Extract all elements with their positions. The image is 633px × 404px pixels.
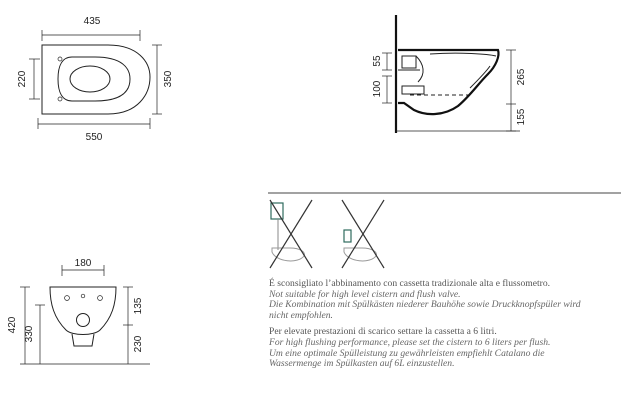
note-it-2: Per elevate prestazioni di scarico settare la cassetta a 6 litri. <box>269 326 497 338</box>
installation-notes <box>269 279 624 370</box>
dim-top-width: 435 <box>83 16 101 27</box>
dim-135: 135 <box>133 297 144 315</box>
pictogram-flush-valve <box>342 200 384 268</box>
note-de-2a: Um eine optimale Spülleistung zu gewährleisten empfiehlt Catalano die <box>269 347 545 359</box>
dim-55: 55 <box>372 55 383 67</box>
top-view <box>17 16 174 143</box>
front-view <box>7 258 150 364</box>
note-de-1a: Die Kombination mit Spülkästen niederer Bauhöhe sowie Druckknopfspüler wird <box>269 299 581 311</box>
bowl-inner-top <box>70 66 110 92</box>
dim-100: 100 <box>372 80 383 98</box>
pictogram-high-cistern <box>270 200 312 268</box>
bowl-opening-top <box>58 57 130 101</box>
note-de-2b: Wassermenge im Spülkasten auf 6L einzustellen. <box>269 358 455 370</box>
dim-330: 330 <box>24 325 35 343</box>
dim-265: 265 <box>516 68 527 86</box>
side-view <box>372 15 527 133</box>
dim-right-height: 350 <box>163 70 174 88</box>
dim-front-top-width: 180 <box>74 258 92 269</box>
dim-420: 420 <box>7 316 18 334</box>
dim-230: 230 <box>133 335 144 353</box>
dim-155: 155 <box>516 108 527 126</box>
bowl-profile-side <box>398 50 499 114</box>
note-en-1: Not suitable for high level cistern and flush valve. <box>269 288 461 300</box>
note-it-1: É sconsigliato l’abbinamento con cassetta tradizionale alta e flussometro. <box>269 278 551 289</box>
note-en-2: For high flushing performance, please set the cistern to 6 liters per flush. <box>269 336 551 348</box>
dim-left-height: 220 <box>17 70 28 88</box>
note-de-1b: nicht empfohlen. <box>269 309 333 321</box>
dim-bottom-width: 550 <box>85 132 103 143</box>
